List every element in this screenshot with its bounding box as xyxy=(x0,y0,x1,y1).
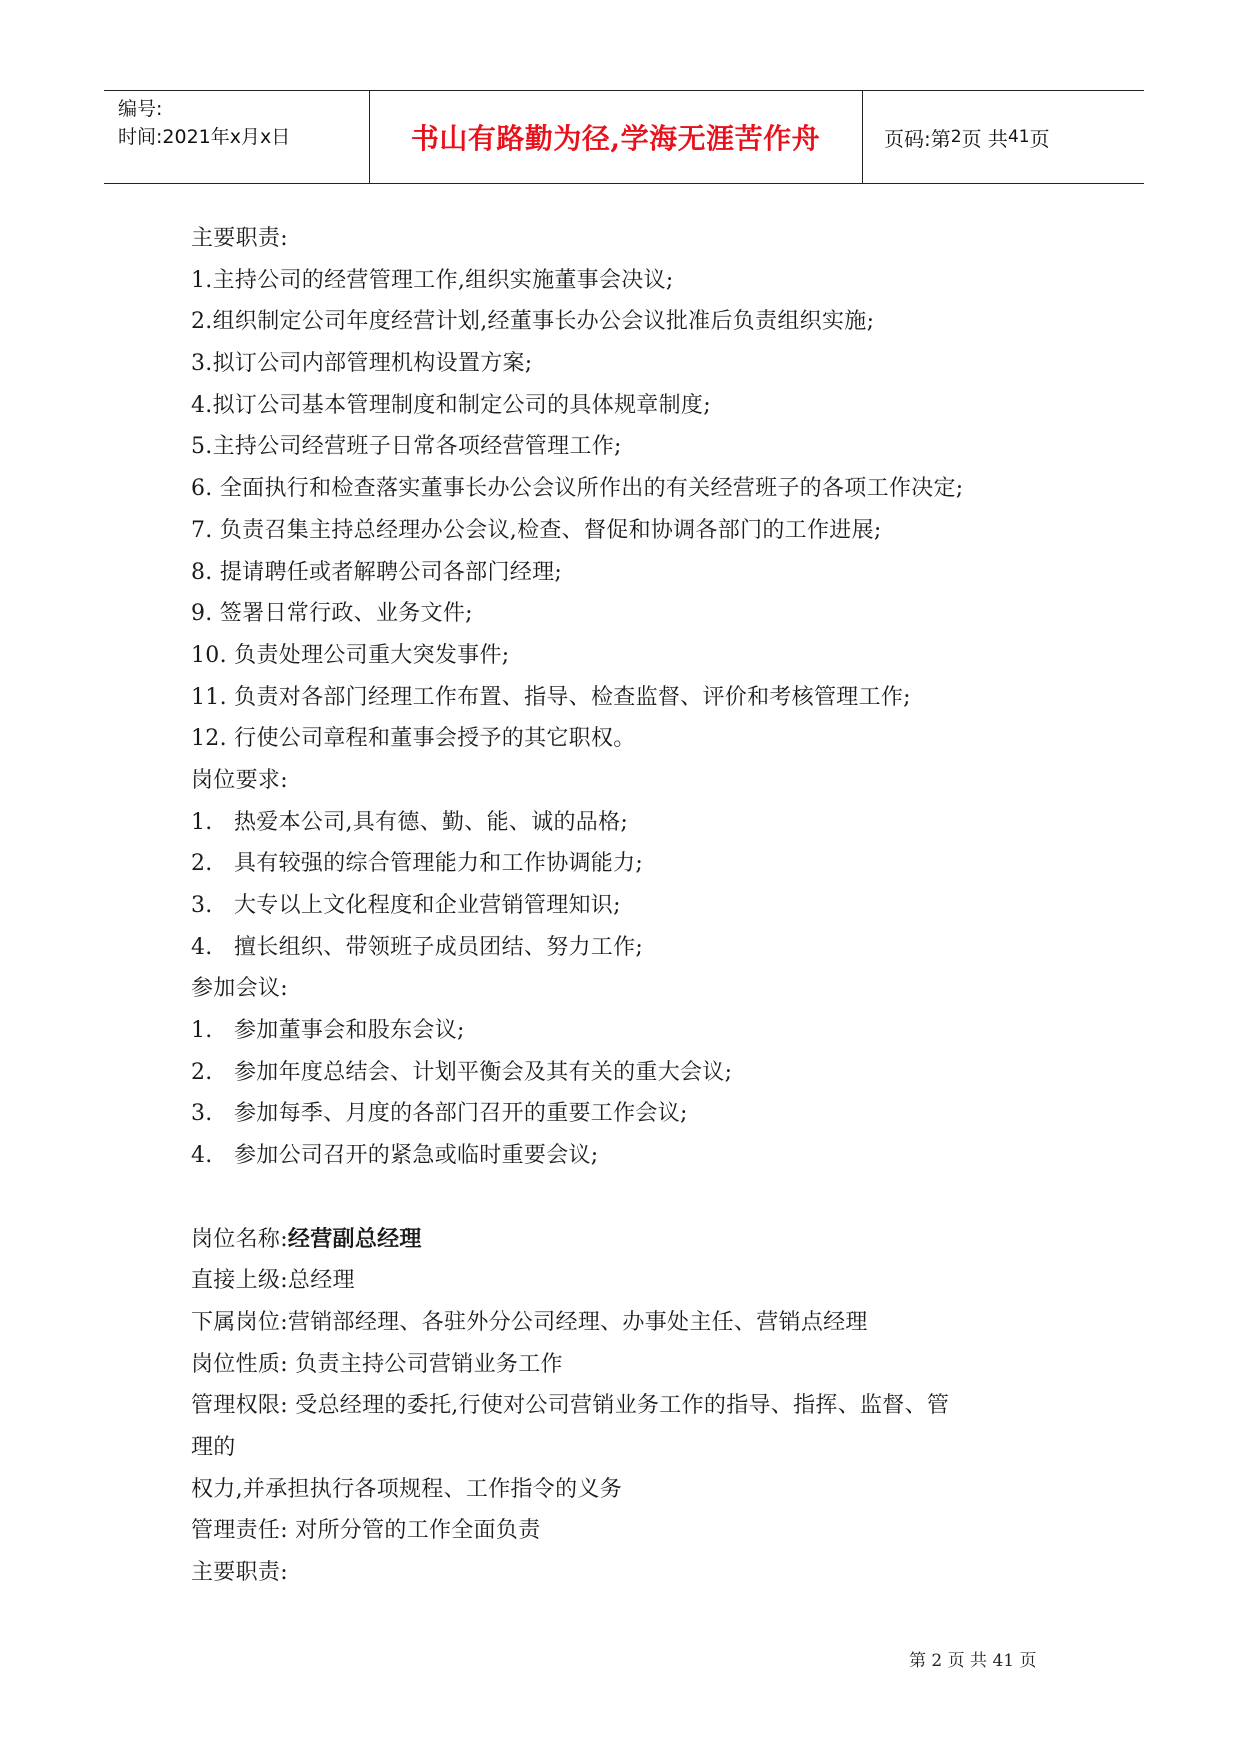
footer-current: 2 xyxy=(931,1651,943,1671)
requirement-text: 大专以上文化程度和企业营销管理知识; xyxy=(234,893,621,918)
meeting-text: 参加公司召开的紧急或临时重要会议; xyxy=(234,1143,599,1169)
page-header xyxy=(104,90,1144,184)
duties-title: 主要职责: xyxy=(191,226,288,251)
position-responsibility: 管理责任: 对所分管的工作全面负责 xyxy=(191,1518,541,1544)
header-page-suffix: 页 xyxy=(1029,126,1050,151)
requirement-text: 具有较强的综合管理能力和工作协调能力; xyxy=(234,851,644,877)
page-footer xyxy=(909,1646,1037,1671)
meeting-text: 参加董事会和股东会议; xyxy=(234,1018,465,1044)
footer-prefix: 第 xyxy=(909,1651,926,1671)
footer-total: 41 xyxy=(992,1651,1015,1671)
position-authority-cont: 理的 xyxy=(191,1434,236,1460)
meeting-item xyxy=(191,1135,1071,1177)
requirement-item xyxy=(191,927,1071,969)
header-page-prefix: 页码:第 xyxy=(884,126,951,151)
position-duties-title: 主要职责: xyxy=(191,1560,288,1585)
requirement-number: 1. xyxy=(191,809,213,835)
duty-item: 6. 全面执行和检查落实董事长办公会议所作出的有关经营班子的各项工作决定; xyxy=(191,476,964,502)
position-name xyxy=(191,1219,1071,1261)
meeting-item xyxy=(191,1010,1071,1052)
position-name-label: 岗位名称: xyxy=(191,1226,288,1252)
meeting-item xyxy=(191,1052,1071,1094)
position-name-value: 经营副总经理 xyxy=(287,1226,422,1252)
section-spacer xyxy=(191,1177,1071,1219)
duty-item: 1.主持公司的经营管理工作,组织实施董事会决议; xyxy=(191,267,674,293)
header-time-label: 时间:2021年x月x日 xyxy=(118,126,291,148)
position-superior: 直接上级:总经理 xyxy=(191,1268,355,1294)
requirement-number: 4. xyxy=(191,934,213,960)
requirement-text: 擅长组织、带领班子成员团结、努力工作; xyxy=(234,934,644,960)
duty-item: 8. 提请聘任或者解聘公司各部门经理; xyxy=(191,559,563,585)
position-authority: 管理权限: 受总经理的委托,行使对公司营销业务工作的指导、指挥、监督、管 xyxy=(191,1393,950,1419)
document-body xyxy=(191,218,1071,1594)
position-nature: 岗位性质: 负责主持公司营销业务工作 xyxy=(191,1351,563,1377)
requirement-item xyxy=(191,802,1071,844)
header-meta xyxy=(118,95,290,151)
header-motto: 书山有路勤为径,学海无涯苦作舟 xyxy=(410,122,821,155)
duty-item: 9. 签署日常行政、业务文件; xyxy=(191,601,473,627)
meeting-text: 参加年度总结会、计划平衡会及其有关的重大会议; xyxy=(234,1059,733,1085)
meeting-number: 1. xyxy=(191,1018,213,1044)
header-divider-right xyxy=(862,91,863,183)
meeting-number: 3. xyxy=(191,1101,213,1127)
header-page-current: 2 xyxy=(950,127,962,147)
header-number-label: 编号: xyxy=(118,98,163,120)
requirement-item xyxy=(191,885,1071,927)
duty-item: 3.拟订公司内部管理机构设置方案; xyxy=(191,351,533,377)
header-page-total: 41 xyxy=(1007,127,1030,147)
position-authority-cont: 权力,并承担执行各项规程、工作指令的义务 xyxy=(191,1476,622,1502)
requirement-number: 2. xyxy=(191,851,213,877)
duty-item: 12. 行使公司章程和董事会授予的其它职权。 xyxy=(191,726,636,752)
meeting-text: 参加每季、月度的各部门召开的重要工作会议; xyxy=(234,1101,688,1127)
duty-item: 5.主持公司经营班子日常各项经营管理工作; xyxy=(191,434,622,460)
header-page-indicator xyxy=(884,91,1050,183)
header-page-mid: 页 共 xyxy=(961,126,1008,151)
meeting-number: 4. xyxy=(191,1143,213,1169)
position-subordinates: 下属岗位:营销部经理、各驻外分公司经理、办事处主任、营销点经理 xyxy=(191,1309,868,1335)
duty-item: 2.组织制定公司年度经营计划,经董事长办公会议批准后负责组织实施; xyxy=(191,309,875,335)
footer-suffix: 页 xyxy=(1019,1651,1037,1671)
duty-item: 7. 负责召集主持总经理办公会议,检查、督促和协调各部门的工作进展; xyxy=(191,517,882,543)
duty-item: 4.拟订公司基本管理制度和制定公司的具体规章制度; xyxy=(191,392,711,418)
requirements-title: 岗位要求: xyxy=(191,767,288,793)
duty-item: 11. 负责对各部门经理工作布置、指导、检查监督、评价和考核管理工作; xyxy=(191,684,911,710)
duty-item: 10. 负责处理公司重大突发事件; xyxy=(191,642,510,668)
requirement-text: 热爱本公司,具有德、勤、能、诚的品格; xyxy=(234,809,629,835)
meeting-number: 2. xyxy=(191,1059,213,1085)
requirement-number: 3. xyxy=(191,893,213,918)
meeting-item xyxy=(191,1093,1071,1135)
meetings-title: 参加会议: xyxy=(191,976,288,1002)
footer-mid: 页 共 xyxy=(947,1651,988,1671)
requirement-item xyxy=(191,843,1071,885)
